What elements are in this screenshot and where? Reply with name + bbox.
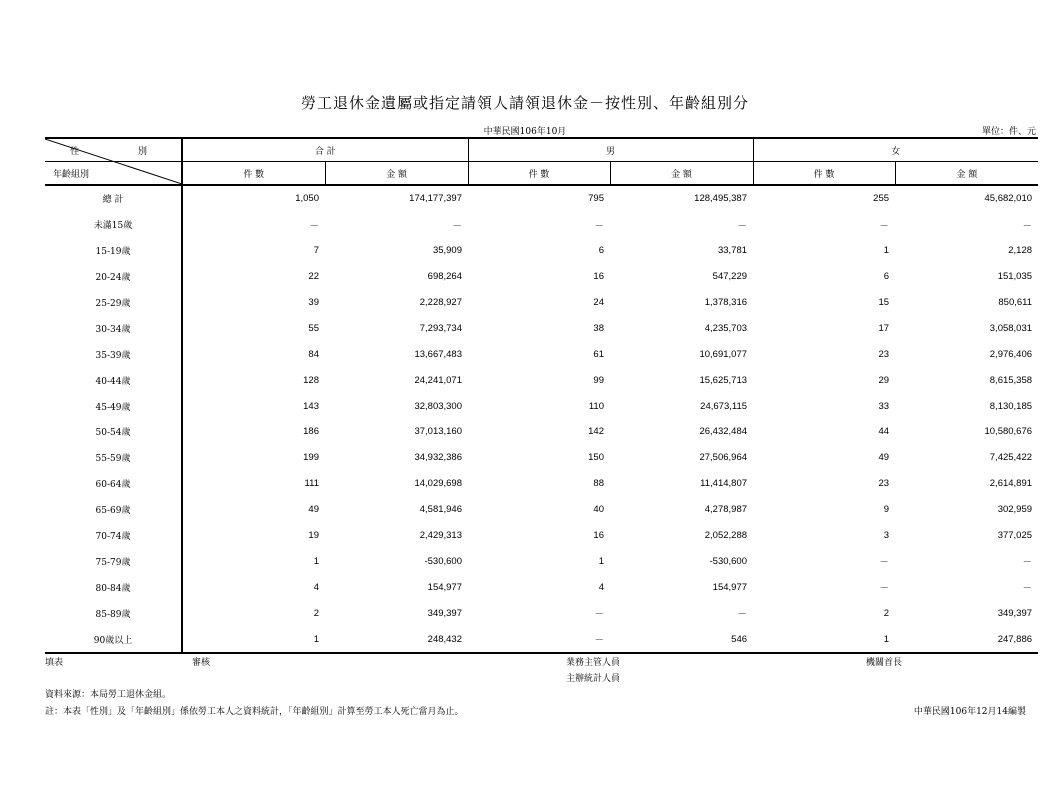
table-row bbox=[45, 238, 1038, 264]
table-row bbox=[45, 264, 1038, 290]
count-cell: 150 bbox=[588, 452, 604, 464]
table-row bbox=[45, 315, 1038, 341]
count-cell: 128 bbox=[303, 374, 319, 386]
table-row bbox=[45, 574, 1038, 600]
count-cell: 61 bbox=[593, 348, 604, 360]
count-cell: 88 bbox=[593, 478, 604, 490]
count-cell: 15 bbox=[878, 297, 890, 308]
amount-cell: 2,429,313 bbox=[419, 530, 462, 542]
amount-cell: 14,029,698 bbox=[414, 478, 462, 490]
compiled-date: 中華民國106年12月14編製 bbox=[913, 707, 1026, 717]
table-row bbox=[45, 471, 1038, 497]
amount-cell: 4,235,703 bbox=[704, 322, 748, 334]
table-row bbox=[45, 626, 1038, 653]
amount-cell: － bbox=[737, 220, 748, 232]
count-cell: 1 bbox=[753, 626, 895, 653]
amount-cell: 174,177,397 bbox=[409, 193, 462, 205]
table-row bbox=[45, 600, 1038, 626]
amount-cell: 698,264 bbox=[427, 271, 462, 283]
amount-cell: 8,615,358 bbox=[989, 374, 1033, 386]
footnote: 註：本表「性別」及「年齡組別」係依勞工本人之資料統計，「年齡組別」計算至勞工本人死亡當月為止。 bbox=[45, 707, 464, 717]
amount-cell: 3,058,031 bbox=[989, 322, 1033, 334]
age-group-label: 60-64歲 bbox=[45, 471, 182, 497]
count-cell: － bbox=[879, 220, 890, 232]
amount-cell: 2,052,288 bbox=[704, 530, 748, 542]
age-group-header-label: 年齡組別 bbox=[45, 162, 182, 186]
count-cell: 33 bbox=[878, 400, 890, 412]
count-cell: 16 bbox=[593, 530, 604, 542]
age-group-label: 65-69歲 bbox=[45, 497, 182, 523]
amount-cell: 247,886 bbox=[895, 626, 1038, 653]
amount-cell: 24,673,115 bbox=[700, 400, 748, 412]
amount-cell: 546 bbox=[610, 626, 753, 653]
amount-cell: 45,682,010 bbox=[984, 193, 1033, 205]
count-cell: 29 bbox=[878, 374, 890, 386]
reviewer-label: 審核 bbox=[192, 658, 211, 668]
table-row bbox=[45, 445, 1038, 471]
count-cell: 110 bbox=[588, 400, 604, 412]
amount-cell: 2,976,406 bbox=[989, 348, 1033, 360]
table-row bbox=[45, 367, 1038, 393]
count-cell: 99 bbox=[593, 374, 604, 386]
count-cell: 84 bbox=[308, 348, 319, 360]
count-cell: 199 bbox=[303, 452, 319, 464]
amount-cell: 154,977 bbox=[427, 581, 462, 593]
amount-cell: 154,977 bbox=[712, 581, 748, 593]
age-group-label: 20-24歲 bbox=[45, 264, 182, 290]
amount-cell: 377,025 bbox=[997, 530, 1033, 542]
count-cell: 1 bbox=[883, 245, 890, 257]
amount-cell: 15,625,713 bbox=[699, 374, 748, 386]
count-cell: 49 bbox=[308, 504, 319, 516]
count-cell: 44 bbox=[878, 426, 890, 438]
age-group-label: 90歲以上 bbox=[45, 626, 182, 653]
table-row bbox=[45, 212, 1038, 238]
count-cell: 4 bbox=[598, 581, 604, 593]
amount-cell: 2,228,927 bbox=[419, 297, 462, 308]
count-cell: 795 bbox=[588, 193, 604, 205]
amount-cell: 349,397 bbox=[427, 607, 462, 619]
amount-cell: 11,414,807 bbox=[700, 478, 748, 490]
amount-cell: 7,293,734 bbox=[419, 322, 462, 334]
amount-cell: 33,781 bbox=[717, 245, 748, 257]
table-row bbox=[45, 523, 1038, 549]
table-body bbox=[45, 185, 1038, 653]
amount-cell: 4,278,987 bbox=[704, 504, 748, 516]
unit-label: 單位：件、元 bbox=[981, 127, 1036, 137]
count-cell: 3 bbox=[883, 530, 890, 542]
count-cell: － bbox=[594, 609, 604, 621]
age-group-label: 85-89歲 bbox=[45, 600, 182, 626]
count-cell: 22 bbox=[308, 271, 319, 283]
amount-cell: － bbox=[1022, 557, 1033, 569]
count-cell: － bbox=[879, 557, 890, 569]
count-cell: － bbox=[309, 220, 319, 232]
sex-header-label: 性 別 bbox=[70, 147, 175, 157]
amount-cell: 32,803,300 bbox=[414, 400, 462, 412]
count-cell: 39 bbox=[308, 297, 319, 308]
count-cell: 17 bbox=[878, 322, 890, 334]
report-title: 勞工退休金遺屬或指定請領人請領退休金－按性別、年齡組別分 bbox=[300, 94, 749, 112]
supervisor-label: 業務主管人員 bbox=[566, 658, 621, 668]
amount-cell: 27,506,964 bbox=[699, 452, 748, 464]
count-cell: 255 bbox=[873, 193, 890, 205]
age-group-label: 70-74歲 bbox=[45, 523, 182, 549]
count-header: 件 數 bbox=[468, 162, 610, 186]
group-header-male: 男 bbox=[468, 138, 753, 162]
group-header-female: 女 bbox=[753, 138, 1038, 162]
amount-cell: － bbox=[737, 609, 748, 621]
amount-cell: 850,611 bbox=[998, 297, 1033, 308]
count-cell: 142 bbox=[588, 426, 604, 438]
count-cell: 24 bbox=[593, 297, 604, 308]
diagonal-header-cell bbox=[45, 138, 182, 162]
count-cell: 2 bbox=[883, 607, 890, 619]
header-row-groups bbox=[45, 138, 1038, 162]
amount-cell: 13,667,483 bbox=[414, 348, 462, 360]
count-cell: 23 bbox=[878, 348, 890, 360]
amount-cell: 24,241,071 bbox=[414, 374, 462, 386]
table-row bbox=[45, 497, 1038, 523]
count-cell: 1 bbox=[313, 555, 319, 567]
group-header-total: 合 計 bbox=[182, 138, 468, 162]
amount-cell: 302,959 bbox=[997, 504, 1033, 516]
amount-cell: 2,614,891 bbox=[989, 478, 1033, 490]
age-group-label: 40-44歲 bbox=[45, 367, 182, 393]
amount-header: 金 額 bbox=[325, 162, 468, 186]
stats-officer-label: 主辦統計人員 bbox=[566, 674, 621, 684]
amount-cell: 128,495,387 bbox=[694, 193, 748, 205]
amount-cell: 34,932,386 bbox=[414, 452, 462, 464]
amount-cell: 26,432,484 bbox=[699, 426, 748, 438]
age-group-label: 75-79歲 bbox=[45, 548, 182, 574]
age-group-label: 30-34歲 bbox=[45, 315, 182, 341]
count-cell: 55 bbox=[308, 322, 319, 334]
count-cell: 6 bbox=[883, 271, 890, 283]
amount-cell: 2,128 bbox=[1008, 245, 1033, 257]
count-cell: － bbox=[468, 626, 610, 653]
count-cell: － bbox=[594, 220, 604, 232]
count-cell: 16 bbox=[593, 271, 604, 283]
amount-cell: 8,130,185 bbox=[989, 400, 1033, 412]
amount-cell: 349,397 bbox=[997, 607, 1033, 619]
amount-cell: 248,432 bbox=[325, 626, 468, 653]
count-cell: 19 bbox=[308, 530, 319, 542]
amount-cell: 10,691,077 bbox=[699, 348, 748, 360]
amount-cell: 151,035 bbox=[997, 271, 1033, 283]
amount-cell: -530,600 bbox=[709, 555, 748, 567]
count-cell: 6 bbox=[598, 245, 604, 257]
amount-cell: 547,229 bbox=[712, 271, 748, 283]
age-group-label: 總 計 bbox=[45, 185, 182, 212]
table-row bbox=[45, 419, 1038, 445]
amount-cell: － bbox=[1022, 220, 1033, 232]
age-group-label: 未滿15歲 bbox=[45, 212, 182, 238]
count-cell: 38 bbox=[593, 322, 604, 334]
amount-cell: 7,425,422 bbox=[989, 452, 1033, 464]
table-row bbox=[45, 548, 1038, 574]
table-row bbox=[45, 341, 1038, 367]
amount-cell: － bbox=[452, 220, 462, 232]
count-cell: 1,050 bbox=[295, 193, 319, 205]
age-group-label: 50-54歲 bbox=[45, 419, 182, 445]
amount-cell: -530,600 bbox=[424, 555, 462, 567]
table-row bbox=[45, 290, 1038, 316]
age-group-label: 45-49歲 bbox=[45, 393, 182, 419]
amount-header: 金 額 bbox=[895, 162, 1038, 186]
amount-cell: 37,013,160 bbox=[414, 426, 462, 438]
count-cell: 7 bbox=[313, 245, 319, 257]
agency-head-label: 機關首長 bbox=[866, 658, 903, 668]
count-cell: 9 bbox=[883, 504, 890, 516]
count-header: 件 數 bbox=[753, 162, 895, 186]
amount-header: 金 額 bbox=[610, 162, 753, 186]
age-group-label: 25-29歲 bbox=[45, 290, 182, 316]
amount-cell: － bbox=[1022, 583, 1033, 595]
amount-cell: 35,909 bbox=[432, 245, 462, 257]
amount-cell: 4,581,946 bbox=[419, 504, 462, 516]
age-group-label: 55-59歲 bbox=[45, 445, 182, 471]
report-period: 中華民國106年10月 bbox=[483, 127, 567, 137]
count-cell: 40 bbox=[593, 504, 604, 516]
header-row-measures bbox=[45, 162, 1038, 186]
count-cell: － bbox=[879, 583, 890, 595]
table-row bbox=[45, 393, 1038, 419]
count-cell: 4 bbox=[313, 581, 319, 593]
count-cell: 2 bbox=[313, 607, 319, 619]
data-source-note: 資料來源：本局勞工退休金組。 bbox=[45, 690, 172, 700]
count-cell: 143 bbox=[303, 400, 319, 412]
age-group-label: 80-84歲 bbox=[45, 574, 182, 600]
age-group-label: 35-39歲 bbox=[45, 341, 182, 367]
statistics-table bbox=[45, 137, 1038, 654]
table-row bbox=[45, 185, 1038, 212]
count-cell: 111 bbox=[304, 478, 319, 490]
count-cell: 1 bbox=[182, 626, 325, 653]
count-cell: 186 bbox=[303, 426, 319, 438]
count-cell: 1 bbox=[598, 555, 604, 567]
count-cell: 23 bbox=[878, 478, 890, 490]
amount-cell: 1,378,316 bbox=[704, 297, 748, 308]
preparer-label: 填表 bbox=[45, 658, 64, 668]
amount-cell: 10,580,676 bbox=[984, 426, 1033, 438]
age-group-label: 15-19歲 bbox=[45, 238, 182, 264]
count-cell: 49 bbox=[878, 452, 890, 464]
count-header: 件 數 bbox=[182, 162, 325, 186]
